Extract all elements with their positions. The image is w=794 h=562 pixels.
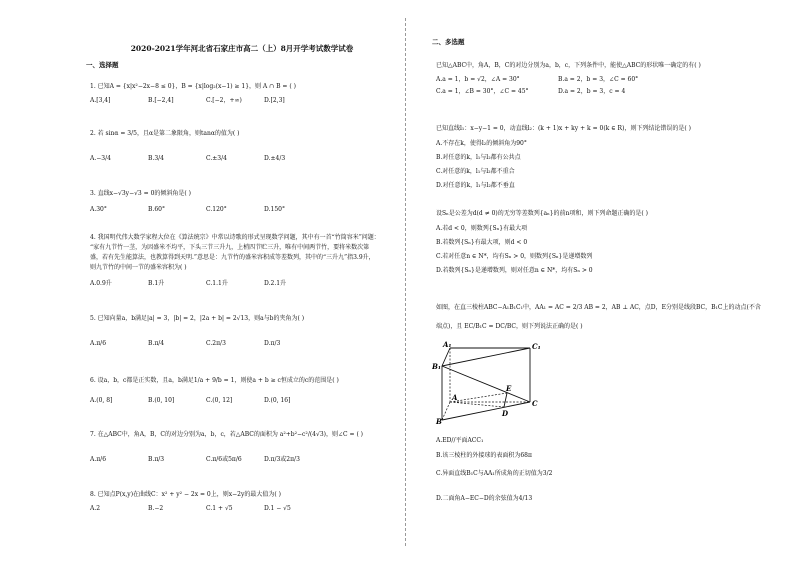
- question-5-options: [90, 340, 322, 347]
- question-3-stem: 3. 直线x−√3y−√3 = 0的倾斜角是( ): [90, 190, 191, 197]
- q10-option-b[interactable]: B.对任意的k，l₁与l₂都有公共点: [436, 154, 521, 161]
- q12-option-a[interactable]: A.ED//平面ACC₁: [436, 437, 484, 444]
- q5-option-c[interactable]: C.2π/3: [206, 340, 226, 347]
- q7-option-b[interactable]: B.π/3: [148, 456, 165, 463]
- question-7-stem: 7. 在△ABC中，角A，B，C的对边分别为a，b，c，若△ABC的面积为 a²+b²−c²/(4√3)，则∠C = ( ): [90, 431, 364, 438]
- q12-option-d[interactable]: D.二面角A−EC−D的余弦值为4/13: [436, 495, 533, 502]
- q10-option-a[interactable]: A.不存在k，使得l₂的倾斜角为90°: [436, 140, 527, 147]
- q8-option-a[interactable]: A.2: [90, 505, 101, 512]
- q3-option-d[interactable]: D.150°: [264, 206, 285, 213]
- q5-option-d[interactable]: D.π/3: [264, 340, 281, 347]
- question-11-stem: 设Sₙ是公差为d(d ≠ 0)的无穷等差数列{aₙ}的前n项和，则下列命题正确的是( ): [436, 210, 648, 217]
- section-heading-choice: 一、选择题: [86, 61, 119, 69]
- question-9-stem: 已知△ABC中，角A，B，C的对边分别为a，b，c，下列条件中，能使△ABC的形状唯一确定的有( ): [436, 62, 701, 69]
- q9-option-a[interactable]: A.a = 1，b = √2，∠A = 30°: [436, 76, 520, 83]
- q2-option-b[interactable]: B.3/4: [148, 155, 164, 162]
- q1-option-b[interactable]: B.[−2,4]: [148, 97, 174, 104]
- q8-option-b[interactable]: B.−2: [148, 505, 164, 512]
- question-1-stem: 1. 已知A = {x|x²−2x−8 ≤ 0}，B = {x|log₂(x−1) ≥ 1}，则 A ∩ B = ( ): [90, 83, 296, 90]
- q11-option-b[interactable]: B.若数列{Sₙ}有最大项，则d < 0: [436, 239, 528, 246]
- label-c1: C₁: [532, 342, 541, 351]
- edge-a-e: [450, 393, 507, 402]
- label-e: E: [506, 384, 512, 393]
- edge-a1-b1: [442, 348, 450, 366]
- question-10-stem: 已知直线l₁：x−y−1 = 0，动直线l₂：(k + 1)x + ky + k = 0(k ∈ R)，则下列结论错误的是( ): [436, 125, 691, 132]
- label-a1: A₁: [443, 340, 452, 349]
- question-4-stem-line-3: 盛，若有先生能算法，也教算得到天明.”意思是：九节竹的盛米容积成等差数列，其中的“三升九”指3.9升，: [90, 254, 375, 261]
- q4-option-a[interactable]: A.0.9升: [90, 280, 112, 287]
- q3-option-c[interactable]: C.120°: [206, 206, 227, 213]
- q6-option-d[interactable]: D.(0, 16]: [264, 397, 291, 404]
- q11-option-c[interactable]: C.若对任意n ∈ N*，均有Sₙ > 0，则数列{Sₙ}是递增数列: [436, 253, 593, 260]
- q9-option-c[interactable]: C.a = 1，∠B = 30°，∠C = 45°: [436, 88, 529, 95]
- edge-a-b: [442, 402, 450, 420]
- question-4-stem-line-1: 4. 我国明代伟大数学家程大位在《算法统宗》中常以诗歌的形式呈现数学问题，其中有一首“竹筒容米”问题：: [90, 234, 380, 241]
- q3-option-a[interactable]: A.30°: [90, 206, 107, 213]
- label-d: D: [502, 409, 509, 418]
- label-c: C: [532, 399, 538, 408]
- label-a: A: [452, 393, 458, 402]
- q1-option-c[interactable]: C.[−2，+∞): [206, 97, 242, 104]
- column-divider: [405, 18, 406, 546]
- edge-a-d: [450, 402, 504, 407]
- q2-option-a[interactable]: A.−3/4: [90, 155, 111, 162]
- q12-option-b[interactable]: B.该三棱柱的外接球的表面积为68π: [436, 452, 532, 459]
- question-4-stem-line-2: “家有九节竹一茎，为因盛米不均平，下头三节三升九，上梢四节贮三升，唯有中间两节竹，要将米数次第: [90, 244, 370, 251]
- q4-option-c[interactable]: C.1.1升: [206, 280, 228, 287]
- q6-option-b[interactable]: B.(0, 10]: [148, 397, 175, 404]
- q9-option-b[interactable]: B.a = 2，b = 3，∠C = 60°: [558, 76, 639, 83]
- q1-option-d[interactable]: D.[2,3]: [264, 97, 285, 104]
- q4-option-b[interactable]: B.1升: [148, 280, 165, 287]
- q10-option-c[interactable]: C.对任意的k，l₁与l₂都不重合: [436, 168, 515, 175]
- question-6-options: [90, 397, 322, 404]
- paper-title: 2020-2021学年河北省石家庄市高二（上）8月开学考试数学试卷: [130, 44, 354, 53]
- question-2-stem: 2. 若 sinα = 3/5，且α是第二象限角，则tanα的值为( ): [90, 130, 240, 137]
- q5-option-b[interactable]: B.π/4: [148, 340, 165, 347]
- question-4-stem-line-4: 则九节竹的中间一节的盛米容积为( ): [90, 264, 187, 271]
- edge-b1-c1: [442, 348, 530, 366]
- q2-option-c[interactable]: C.±3/4: [206, 155, 227, 162]
- question-12-stem-line-1: 如图，在直三棱柱ABC−A₁B₁C₁中，AA₁ = AC = 2/3 AB = 2，AB ⊥ AC，点D，E分别是线段BC，B₁C上的动点(不含: [436, 304, 761, 311]
- q11-option-a[interactable]: A.若d < 0，则数列{Sₙ}有最大项: [436, 225, 528, 232]
- q11-option-d[interactable]: D.若数列{Sₙ}是递增数列，则对任意n ∈ N*，均有Sₙ > 0: [436, 267, 593, 274]
- q6-option-c[interactable]: C.(0, 12]: [206, 397, 233, 404]
- q8-option-d[interactable]: D.1 − √5: [264, 505, 291, 512]
- q5-option-a[interactable]: A.π/6: [90, 340, 107, 347]
- label-b1: B₁: [432, 362, 441, 371]
- question-3-options: [90, 206, 322, 213]
- edge-e-d: [504, 393, 507, 407]
- question-12-stem-line-2: 端点)，且 EC/B₁C = DC/BC，则下列说法正确的是( ): [436, 323, 583, 330]
- edge-b-c: [442, 402, 530, 420]
- q2-option-d[interactable]: D.±4/3: [264, 155, 286, 162]
- q10-option-d[interactable]: D.对任意的k，l₁与l₂都不垂直: [436, 182, 515, 189]
- section-heading-multi: 二、多选题: [432, 38, 465, 46]
- q7-option-d[interactable]: D.π/3或2π/3: [264, 456, 300, 463]
- question-6-stem: 6. 设a，b，c都是正实数，且a，b满足1/a + 9/b = 1，则使a + b ≥ c恒成立的c的范围是( ): [90, 377, 339, 384]
- question-2-options: [90, 155, 322, 162]
- q6-option-a[interactable]: A.(0, 8]: [90, 397, 113, 404]
- q8-option-c[interactable]: C.1 + √5: [206, 505, 233, 512]
- question-7-options: [90, 456, 322, 463]
- question-5-stem: 5. 已知向量a，b满足|a| = 3，|b| = 2，|2a + b| = 2√13，则a与b的夹角为( ): [90, 315, 305, 322]
- q7-option-c[interactable]: C.π/6或5π/6: [206, 456, 242, 463]
- question-8-stem: 8. 已知点P(x,y)在曲线C：x² + y² − 2x = 0上，则x−2y的最大值为( ): [90, 491, 281, 498]
- q4-option-d[interactable]: D.2.1升: [264, 280, 287, 287]
- q3-option-b[interactable]: B.60°: [148, 206, 165, 213]
- label-b: B: [436, 417, 442, 425]
- q12-option-c[interactable]: C.异面直线B₁C与AA₁所成角的正切值为3/2: [436, 470, 553, 477]
- q7-option-a[interactable]: A.π/6: [90, 456, 107, 463]
- q9-option-d[interactable]: D.a = 2，b = 3，c = 4: [558, 88, 626, 95]
- question-8-options: [90, 505, 322, 512]
- question-1-options: [90, 97, 322, 104]
- prism-figure: [432, 340, 552, 425]
- question-4-options: [90, 280, 322, 287]
- q1-option-a[interactable]: A.[3,4]: [90, 97, 111, 104]
